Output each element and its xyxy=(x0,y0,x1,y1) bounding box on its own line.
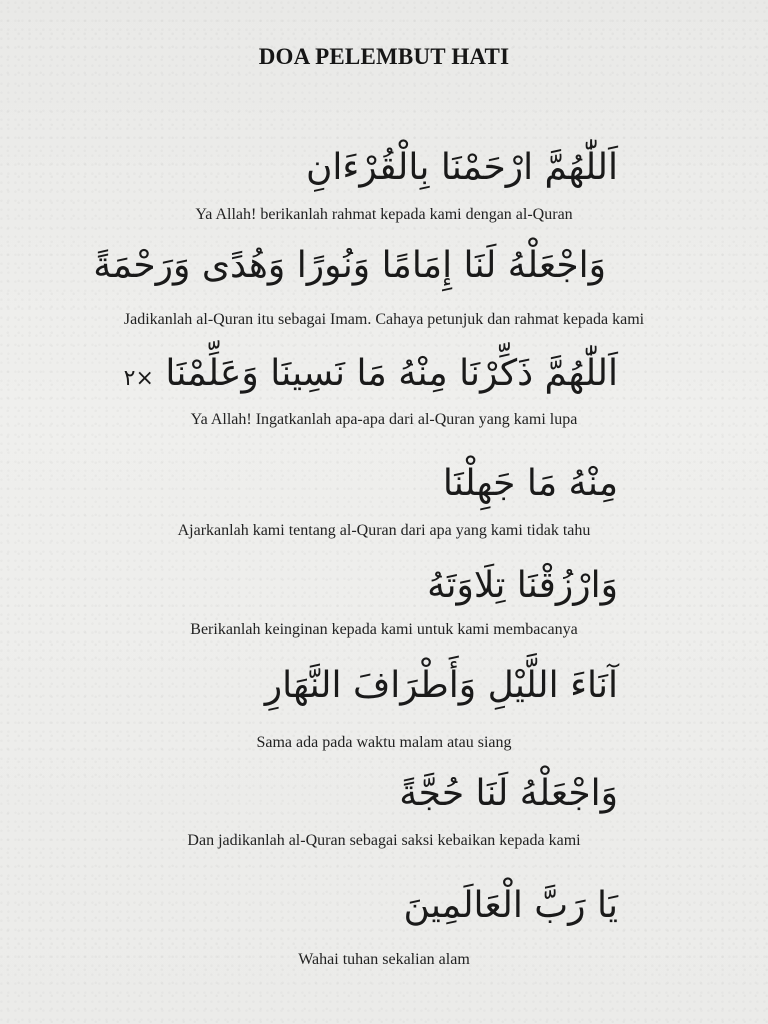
arabic-verse-2: وَاجْعَلْهُ لَنَا إِمَامًا وَنُورًا وَهُدًى وَرَحْمَةً xyxy=(93,245,606,286)
arabic-verse-3-text: اَللّٰهُمَّ ذَكِّرْنَا مِنْهُ مَا نَسِينَا وَعَلِّمْنَا xyxy=(165,353,618,394)
translation-8: Wahai tuhan sekalian alam xyxy=(298,951,470,968)
translation-2: Jadikanlah al-Quran itu sebagai Imam. Cahaya petunjuk dan rahmat kepada kami xyxy=(123,311,645,328)
repeat-mark: ×٢ xyxy=(123,366,154,391)
arabic-verse-5: وَارْزُقْنَا تِلَاوَتَهُ xyxy=(427,565,618,606)
arabic-verse-1: اَللّٰهُمَّ ارْحَمْنَا بِالْقُرْءَانِ xyxy=(305,147,618,188)
translation-5: Berikanlah keinginan kepada kami untuk kami membacanya xyxy=(190,621,578,638)
translation-3: Ya Allah! Ingatkanlah apa-apa dari al-Quran yang kami lupa xyxy=(190,411,578,428)
translation-1: Ya Allah! berikanlah rahmat kepada kami dengan al-Quran xyxy=(195,206,573,223)
arabic-verse-7: وَاجْعَلْهُ لَنَا حُجَّةً xyxy=(399,773,618,814)
arabic-verse-4: مِنْهُ مَا جَهِلْنَا xyxy=(442,463,618,504)
arabic-verse-3 xyxy=(123,353,618,394)
translation-6: Sama ada pada waktu malam atau siang xyxy=(256,734,512,751)
arabic-verse-8: يَا رَبَّ الْعَالَمِينَ xyxy=(403,885,618,926)
arabic-verse-6: آنَاءَ اللَّيْلِ وَأَطْرَافَ النَّهَارِ xyxy=(264,665,618,706)
page-title: DOA PELEMBUT HATI xyxy=(258,44,510,69)
translation-4: Ajarkanlah kami tentang al-Quran dari apa yang kami tidak tahu xyxy=(177,522,591,539)
translation-7: Dan jadikanlah al-Quran sebagai saksi kebaikan kepada kami xyxy=(187,832,581,849)
